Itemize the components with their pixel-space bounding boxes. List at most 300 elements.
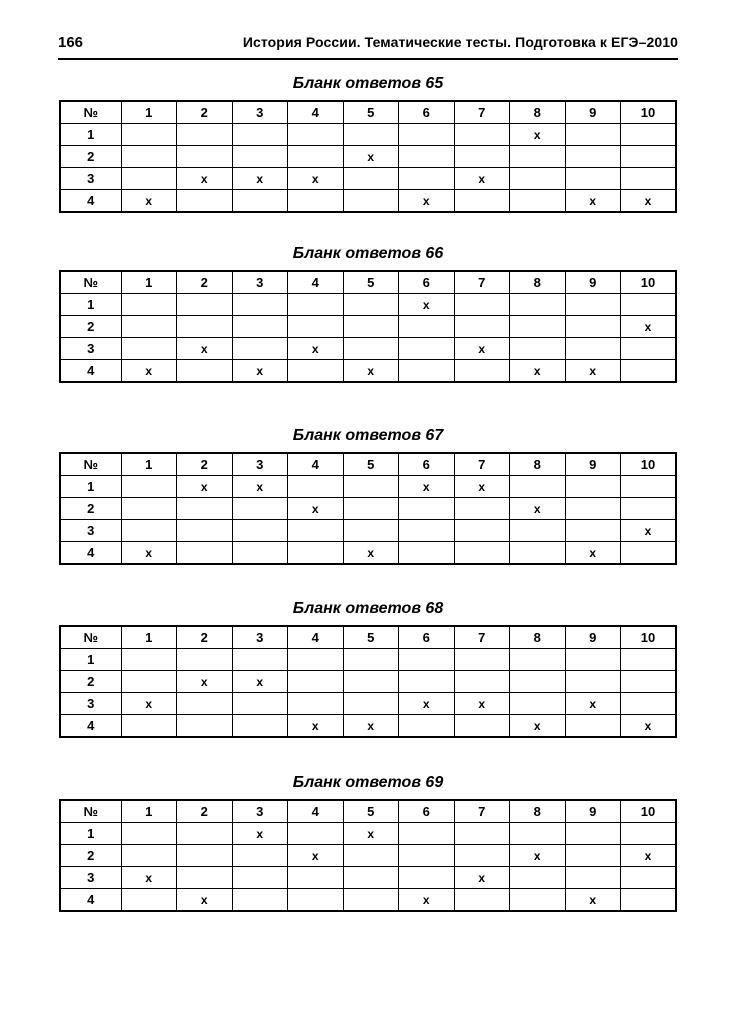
answer-sheet-block bbox=[59, 597, 677, 738]
row-number: 4 bbox=[60, 190, 121, 213]
table-header-row bbox=[60, 453, 676, 476]
table-header-row bbox=[60, 271, 676, 294]
column-header: 10 bbox=[621, 626, 677, 649]
answer-cell bbox=[177, 649, 233, 671]
answer-cell bbox=[343, 338, 399, 360]
answer-cell bbox=[399, 823, 455, 845]
answer-cell bbox=[121, 146, 177, 168]
answer-cell bbox=[510, 190, 566, 213]
column-header: 9 bbox=[565, 101, 621, 124]
row-number: 1 bbox=[60, 294, 121, 316]
answer-cell: x bbox=[621, 316, 677, 338]
answer-cell: x bbox=[177, 476, 233, 498]
answer-cell: x bbox=[399, 190, 455, 213]
column-header: № bbox=[60, 453, 121, 476]
answer-cell bbox=[343, 124, 399, 146]
answer-cell: x bbox=[232, 360, 288, 383]
column-header: 4 bbox=[288, 271, 344, 294]
answer-cell bbox=[288, 190, 344, 213]
answer-cell bbox=[232, 889, 288, 912]
answer-cell bbox=[621, 168, 677, 190]
answer-cell bbox=[454, 889, 510, 912]
answer-cell bbox=[121, 889, 177, 912]
answer-cell bbox=[454, 649, 510, 671]
column-header: 6 bbox=[399, 626, 455, 649]
column-header: 8 bbox=[510, 626, 566, 649]
answer-cell bbox=[621, 867, 677, 889]
answer-cell: x bbox=[621, 715, 677, 738]
answer-cell bbox=[121, 671, 177, 693]
answer-cell bbox=[343, 845, 399, 867]
answer-cell bbox=[621, 671, 677, 693]
answer-cell bbox=[177, 294, 233, 316]
answer-cell bbox=[232, 190, 288, 213]
answer-cell bbox=[565, 294, 621, 316]
answer-cell: x bbox=[399, 476, 455, 498]
table-row bbox=[60, 889, 676, 912]
row-number: 3 bbox=[60, 693, 121, 715]
answer-cell: x bbox=[232, 671, 288, 693]
column-header: 3 bbox=[232, 626, 288, 649]
answer-sheet-title: Бланк ответов 65 bbox=[292, 75, 444, 92]
table-header-row bbox=[60, 101, 676, 124]
column-header: 3 bbox=[232, 271, 288, 294]
answer-cell bbox=[565, 476, 621, 498]
answer-cell bbox=[343, 867, 399, 889]
answer-cell: x bbox=[343, 360, 399, 383]
answer-cell bbox=[565, 715, 621, 738]
column-header: 7 bbox=[454, 101, 510, 124]
answer-cell bbox=[343, 889, 399, 912]
answer-cell: x bbox=[454, 168, 510, 190]
answer-cell: x bbox=[565, 190, 621, 213]
answer-cell: x bbox=[121, 542, 177, 565]
row-number: 2 bbox=[60, 671, 121, 693]
table-row bbox=[60, 520, 676, 542]
answer-table bbox=[59, 452, 677, 565]
answer-sheet-title: Бланк ответов 68 bbox=[292, 600, 444, 617]
answer-cell bbox=[177, 520, 233, 542]
answer-cell bbox=[565, 845, 621, 867]
answer-cell bbox=[399, 168, 455, 190]
answer-cell bbox=[510, 476, 566, 498]
answer-cell bbox=[399, 146, 455, 168]
answer-cell bbox=[288, 520, 344, 542]
answer-cell bbox=[399, 520, 455, 542]
table-row bbox=[60, 294, 676, 316]
answer-cell bbox=[510, 823, 566, 845]
answer-cell: x bbox=[454, 338, 510, 360]
table-row bbox=[60, 338, 676, 360]
table-row bbox=[60, 823, 676, 845]
column-header: 1 bbox=[121, 101, 177, 124]
answer-cell bbox=[621, 360, 677, 383]
answer-cell bbox=[621, 146, 677, 168]
table-row bbox=[60, 693, 676, 715]
answer-cell bbox=[454, 360, 510, 383]
column-header: 8 bbox=[510, 271, 566, 294]
answer-cell: x bbox=[121, 360, 177, 383]
answer-cell bbox=[621, 476, 677, 498]
answer-cell bbox=[510, 338, 566, 360]
answer-cell bbox=[399, 498, 455, 520]
answer-cell: x bbox=[510, 715, 566, 738]
answer-cell bbox=[399, 316, 455, 338]
answer-cell bbox=[343, 190, 399, 213]
column-header: 2 bbox=[177, 800, 233, 823]
row-number: 2 bbox=[60, 845, 121, 867]
column-header: № bbox=[60, 626, 121, 649]
answer-cell bbox=[121, 823, 177, 845]
column-header: 1 bbox=[121, 626, 177, 649]
answer-cell bbox=[454, 715, 510, 738]
answer-cell bbox=[343, 498, 399, 520]
answer-cell bbox=[510, 294, 566, 316]
column-header: 3 bbox=[232, 453, 288, 476]
table-header-row bbox=[60, 800, 676, 823]
column-header: 9 bbox=[565, 626, 621, 649]
answer-cell: x bbox=[121, 190, 177, 213]
row-number: 4 bbox=[60, 889, 121, 912]
row-number: 4 bbox=[60, 360, 121, 383]
column-header: 7 bbox=[454, 453, 510, 476]
answer-cell bbox=[454, 190, 510, 213]
row-number: 4 bbox=[60, 715, 121, 738]
answer-cell: x bbox=[621, 520, 677, 542]
answer-cell: x bbox=[399, 889, 455, 912]
answer-cell bbox=[121, 294, 177, 316]
answer-cell bbox=[510, 671, 566, 693]
column-header: 2 bbox=[177, 101, 233, 124]
column-header: 5 bbox=[343, 626, 399, 649]
column-header: 4 bbox=[288, 453, 344, 476]
row-number: 3 bbox=[60, 338, 121, 360]
answer-cell bbox=[121, 649, 177, 671]
column-header: № bbox=[60, 101, 121, 124]
column-header: 4 bbox=[288, 800, 344, 823]
column-header: 2 bbox=[177, 453, 233, 476]
answer-cell bbox=[399, 649, 455, 671]
answer-cell bbox=[399, 338, 455, 360]
answer-cell bbox=[343, 693, 399, 715]
row-number: 2 bbox=[60, 316, 121, 338]
answer-cell bbox=[565, 498, 621, 520]
answer-cell bbox=[232, 542, 288, 565]
answer-cell bbox=[232, 715, 288, 738]
answer-cell: x bbox=[288, 498, 344, 520]
table-row bbox=[60, 190, 676, 213]
answer-cell bbox=[121, 498, 177, 520]
answer-cell: x bbox=[510, 124, 566, 146]
answer-cell bbox=[510, 693, 566, 715]
answer-cell: x bbox=[232, 823, 288, 845]
answer-cell: x bbox=[232, 476, 288, 498]
column-header: 7 bbox=[454, 626, 510, 649]
page-header bbox=[58, 30, 678, 60]
answer-cell bbox=[510, 542, 566, 565]
table-row bbox=[60, 146, 676, 168]
answer-cell bbox=[510, 168, 566, 190]
answer-cell: x bbox=[343, 146, 399, 168]
answer-cell bbox=[232, 294, 288, 316]
answer-cell bbox=[177, 498, 233, 520]
table-row bbox=[60, 476, 676, 498]
answer-cell: x bbox=[510, 498, 566, 520]
answer-cell: x bbox=[288, 715, 344, 738]
answer-cell: x bbox=[177, 671, 233, 693]
answer-sheet-title: Бланк ответов 67 bbox=[292, 427, 444, 444]
answer-cell bbox=[565, 338, 621, 360]
answer-sheet-block bbox=[59, 424, 677, 565]
answer-cell bbox=[621, 542, 677, 565]
answer-cell bbox=[399, 845, 455, 867]
row-number: 4 bbox=[60, 542, 121, 565]
column-header: 7 bbox=[454, 800, 510, 823]
row-number: 1 bbox=[60, 823, 121, 845]
answer-cell bbox=[621, 498, 677, 520]
answer-cell bbox=[232, 649, 288, 671]
answer-cell bbox=[565, 520, 621, 542]
answer-cell bbox=[565, 649, 621, 671]
answer-cell: x bbox=[399, 693, 455, 715]
answer-cell bbox=[121, 476, 177, 498]
column-header: 2 bbox=[177, 271, 233, 294]
answer-cell: x bbox=[565, 542, 621, 565]
answer-cell: x bbox=[454, 476, 510, 498]
column-header: 8 bbox=[510, 101, 566, 124]
answer-cell: x bbox=[343, 542, 399, 565]
answer-cell bbox=[232, 845, 288, 867]
column-header: 6 bbox=[399, 453, 455, 476]
answer-cell bbox=[565, 671, 621, 693]
answer-cell bbox=[288, 542, 344, 565]
answer-cell bbox=[565, 867, 621, 889]
answer-cell bbox=[454, 671, 510, 693]
answer-cell: x bbox=[343, 715, 399, 738]
table-row bbox=[60, 867, 676, 889]
answer-cell: x bbox=[621, 190, 677, 213]
answer-sheet-block bbox=[59, 771, 677, 912]
answer-cell bbox=[621, 693, 677, 715]
answer-cell bbox=[454, 845, 510, 867]
answer-cell bbox=[121, 520, 177, 542]
column-header: 1 bbox=[121, 271, 177, 294]
answer-cell bbox=[177, 845, 233, 867]
answer-cell bbox=[510, 867, 566, 889]
answer-cell bbox=[454, 124, 510, 146]
answer-cell bbox=[232, 520, 288, 542]
answer-cell bbox=[621, 649, 677, 671]
answer-cell bbox=[121, 338, 177, 360]
column-header: 9 bbox=[565, 800, 621, 823]
column-header: 9 bbox=[565, 453, 621, 476]
row-number: 2 bbox=[60, 146, 121, 168]
answer-cell: x bbox=[510, 360, 566, 383]
answer-cell: x bbox=[454, 693, 510, 715]
column-header: 10 bbox=[621, 800, 677, 823]
running-title: История России. Тематические тесты. Подготовка к ЕГЭ–2010 bbox=[242, 34, 678, 50]
answer-cell bbox=[288, 823, 344, 845]
answer-cell bbox=[343, 671, 399, 693]
answer-cell bbox=[510, 146, 566, 168]
table-row bbox=[60, 168, 676, 190]
row-number: 1 bbox=[60, 476, 121, 498]
answer-cell bbox=[121, 316, 177, 338]
answer-cell bbox=[232, 338, 288, 360]
answer-cell bbox=[288, 316, 344, 338]
answer-cell bbox=[399, 867, 455, 889]
answer-cell bbox=[288, 649, 344, 671]
answer-sheet-title: Бланк ответов 66 bbox=[292, 245, 444, 262]
answer-cell bbox=[288, 294, 344, 316]
column-header: 6 bbox=[399, 800, 455, 823]
answer-cell bbox=[177, 867, 233, 889]
answer-cell: x bbox=[510, 845, 566, 867]
answer-table bbox=[59, 100, 677, 213]
page-number: 166 bbox=[58, 34, 84, 51]
answer-sheet-block bbox=[59, 72, 677, 213]
answer-cell: x bbox=[177, 338, 233, 360]
answer-cell bbox=[288, 360, 344, 383]
answer-cell bbox=[232, 124, 288, 146]
answer-cell bbox=[621, 823, 677, 845]
answer-cell bbox=[343, 476, 399, 498]
column-header: 10 bbox=[621, 101, 677, 124]
answer-cell bbox=[343, 294, 399, 316]
row-number: 1 bbox=[60, 649, 121, 671]
answer-cell bbox=[565, 124, 621, 146]
answer-cell bbox=[454, 823, 510, 845]
answer-cell bbox=[621, 124, 677, 146]
answer-cell bbox=[288, 889, 344, 912]
column-header: 6 bbox=[399, 271, 455, 294]
answer-cell bbox=[177, 693, 233, 715]
answer-cell bbox=[454, 542, 510, 565]
answer-cell bbox=[399, 715, 455, 738]
row-number: 2 bbox=[60, 498, 121, 520]
answer-cell bbox=[399, 542, 455, 565]
answer-cell: x bbox=[288, 168, 344, 190]
answer-cell bbox=[232, 316, 288, 338]
table-row bbox=[60, 360, 676, 383]
answer-cell: x bbox=[454, 867, 510, 889]
column-header: 1 bbox=[121, 800, 177, 823]
answer-cell bbox=[454, 146, 510, 168]
answer-table bbox=[59, 270, 677, 383]
column-header: № bbox=[60, 800, 121, 823]
answer-table bbox=[59, 799, 677, 912]
column-header: 5 bbox=[343, 271, 399, 294]
answer-cell: x bbox=[232, 168, 288, 190]
answer-cell bbox=[177, 146, 233, 168]
answer-cell: x bbox=[288, 845, 344, 867]
answer-cell bbox=[565, 168, 621, 190]
answer-cell bbox=[177, 715, 233, 738]
answer-cell bbox=[621, 338, 677, 360]
answer-cell bbox=[177, 190, 233, 213]
answer-cell bbox=[621, 889, 677, 912]
answer-cell bbox=[399, 124, 455, 146]
answer-cell: x bbox=[177, 168, 233, 190]
answer-cell: x bbox=[343, 823, 399, 845]
column-header: 5 bbox=[343, 453, 399, 476]
answer-cell bbox=[232, 146, 288, 168]
answer-cell bbox=[232, 693, 288, 715]
answer-cell bbox=[232, 498, 288, 520]
column-header: 3 bbox=[232, 101, 288, 124]
answer-cell: x bbox=[288, 338, 344, 360]
answer-cell bbox=[121, 168, 177, 190]
answer-cell bbox=[177, 823, 233, 845]
answer-cell bbox=[343, 168, 399, 190]
answer-cell bbox=[454, 316, 510, 338]
column-header: 2 bbox=[177, 626, 233, 649]
answer-cell bbox=[565, 316, 621, 338]
answer-cell bbox=[288, 671, 344, 693]
answer-cell: x bbox=[121, 867, 177, 889]
table-row bbox=[60, 715, 676, 738]
column-header: 1 bbox=[121, 453, 177, 476]
answer-cell bbox=[510, 649, 566, 671]
table-row bbox=[60, 649, 676, 671]
table-row bbox=[60, 542, 676, 565]
answer-cell bbox=[121, 845, 177, 867]
answer-cell bbox=[454, 294, 510, 316]
answer-cell bbox=[177, 124, 233, 146]
column-header: 4 bbox=[288, 101, 344, 124]
answer-cell: x bbox=[177, 889, 233, 912]
row-number: 3 bbox=[60, 867, 121, 889]
column-header: 8 bbox=[510, 800, 566, 823]
answer-cell bbox=[121, 124, 177, 146]
column-header: 4 bbox=[288, 626, 344, 649]
column-header: № bbox=[60, 271, 121, 294]
row-number: 3 bbox=[60, 520, 121, 542]
answer-cell bbox=[510, 889, 566, 912]
column-header: 6 bbox=[399, 101, 455, 124]
answer-cell bbox=[288, 124, 344, 146]
answer-cell bbox=[288, 693, 344, 715]
answer-cell: x bbox=[121, 693, 177, 715]
answer-cell: x bbox=[621, 845, 677, 867]
table-row bbox=[60, 845, 676, 867]
answer-cell bbox=[454, 520, 510, 542]
answer-cell bbox=[288, 146, 344, 168]
column-header: 10 bbox=[621, 453, 677, 476]
answer-cell bbox=[510, 520, 566, 542]
answer-cell bbox=[621, 294, 677, 316]
answer-cell bbox=[177, 360, 233, 383]
table-row bbox=[60, 316, 676, 338]
table-row bbox=[60, 124, 676, 146]
answer-cell: x bbox=[399, 294, 455, 316]
answer-cell: x bbox=[565, 693, 621, 715]
answer-cell bbox=[121, 715, 177, 738]
answer-table bbox=[59, 625, 677, 738]
table-row bbox=[60, 498, 676, 520]
column-header: 5 bbox=[343, 101, 399, 124]
column-header: 10 bbox=[621, 271, 677, 294]
row-number: 1 bbox=[60, 124, 121, 146]
answer-cell bbox=[177, 542, 233, 565]
answer-sheet-title: Бланк ответов 69 bbox=[292, 774, 444, 791]
answer-cell bbox=[343, 649, 399, 671]
answer-cell: x bbox=[565, 889, 621, 912]
answer-cell bbox=[288, 476, 344, 498]
answer-cell bbox=[399, 360, 455, 383]
column-header: 8 bbox=[510, 453, 566, 476]
answer-cell bbox=[565, 146, 621, 168]
